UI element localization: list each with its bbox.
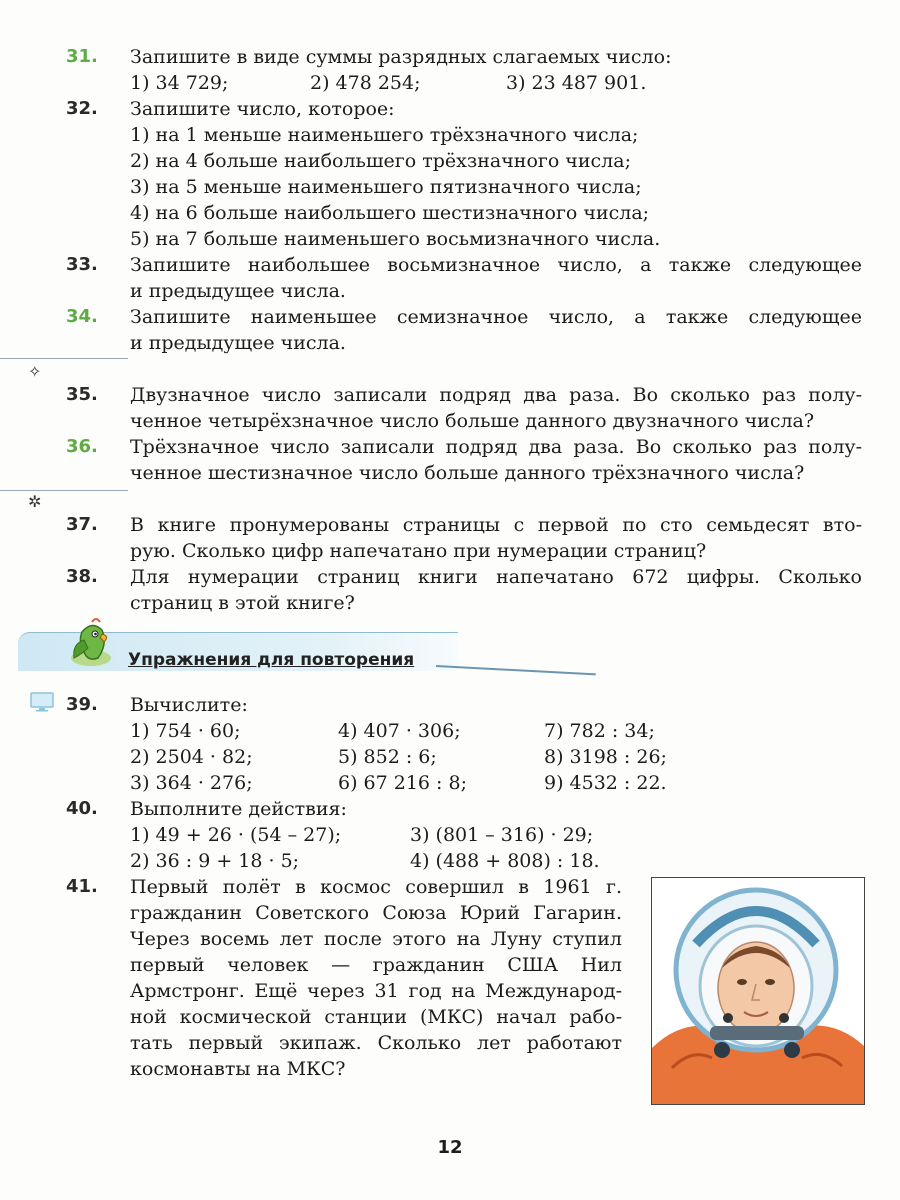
task-item: 2) 36 : 9 + 18 · 5;: [130, 850, 300, 872]
task-number: 31.: [66, 46, 98, 67]
task-text-line: страниц в этой книге?: [130, 592, 355, 614]
task-item: 2) на 4 больше наибольшего трёхзначного числа;: [130, 150, 631, 172]
section-divider: [0, 358, 128, 359]
task-item: 8) 3198 : 26;: [544, 746, 667, 768]
task-36: [66, 434, 862, 486]
task-text: Вычислите:: [130, 694, 248, 716]
task-38: [66, 564, 862, 616]
task-35: [66, 382, 862, 434]
task-item: 1) 34 729;: [130, 72, 229, 94]
task-item: 3) на 5 меньше наименьшего пятизначного числа;: [130, 176, 642, 198]
task-item: 3) 23 487 901.: [506, 72, 647, 94]
task-34: [66, 304, 862, 356]
task-text-line: Трёхзначное число записали подряд два раза. Во сколько раз полу-: [130, 436, 862, 458]
task-text: Выполните действия:: [130, 798, 347, 820]
task-37: [66, 512, 862, 564]
task-item: 4) на 6 больше наибольшего шестизначного числа;: [130, 202, 650, 224]
section-divider: [0, 490, 128, 491]
task-item: 1) 754 · 60;: [130, 720, 241, 742]
task-number: 32.: [66, 98, 98, 119]
task-number: 34.: [66, 306, 98, 327]
task-text-line: гражданин Советского Союза Юрий Гагарин.: [130, 902, 622, 924]
task-text-line: и предыдущее числа.: [130, 280, 346, 302]
task-40: [66, 796, 862, 874]
monitor-icon: [30, 692, 54, 712]
task-number: 39.: [66, 694, 98, 715]
diamond-icon: ✧: [28, 362, 42, 381]
task-text-line: Для нумерации страниц книги напечатано 672 цифры. Сколько: [130, 566, 862, 588]
task-39: [66, 692, 862, 796]
task-31: [66, 44, 862, 96]
task-text-line: космонавты на МКС?: [130, 1058, 346, 1080]
task-text-line: и предыдущее числа.: [130, 332, 346, 354]
task-item: 5) 852 : 6;: [338, 746, 437, 768]
task-number: 36.: [66, 436, 98, 457]
page-number: 12: [437, 1137, 463, 1158]
task-text-line: первый человек — гражданин США Нил: [130, 954, 622, 976]
task-32: [66, 96, 862, 252]
task-item: 4) (488 + 808) : 18.: [410, 850, 600, 872]
task-text-line: Двузначное число записали подряд два раза. Во сколько раз полу-: [130, 384, 862, 406]
task-number: 35.: [66, 384, 98, 405]
task-item: 3) 364 · 276;: [130, 772, 253, 794]
parrot-icon: [62, 614, 120, 672]
task-item: 7) 782 : 34;: [544, 720, 655, 742]
task-item: 2) 478 254;: [310, 72, 421, 94]
task-item: 4) 407 · 306;: [338, 720, 461, 742]
task-item: 5) на 7 больше наименьшего восьмизначного числа.: [130, 228, 661, 250]
task-text-line: ченное четырёхзначное число больше данного двузначного числа?: [130, 410, 815, 432]
task-33: [66, 252, 862, 304]
section-title: Упражнения для повторения: [128, 650, 415, 670]
task-item: 9) 4532 : 22.: [544, 772, 667, 794]
task-text-line: Через восемь лет после этого на Луну ступил: [130, 928, 622, 950]
star-icon: ✲: [28, 492, 42, 511]
task-text-line: ченное шестизначное число больше данного трёхзначного числа?: [130, 462, 805, 484]
cosmonaut-illustration: [651, 877, 865, 1105]
banner-underline: [436, 665, 596, 675]
task-text: Запишите число, которое:: [130, 98, 395, 120]
task-number: 38.: [66, 566, 98, 587]
task-text-line: Запишите наибольшее восьмизначное число, а также следующее: [130, 254, 862, 276]
task-number: 33.: [66, 254, 98, 275]
task-text-line: Армстронг. Ещё через 31 год на Международ-: [130, 980, 622, 1002]
task-text-line: Запишите наименьшее семизначное число, а также следующее: [130, 306, 862, 328]
task-text-line: рую. Сколько цифр напечатано при нумерации страниц?: [130, 540, 707, 562]
task-number: 40.: [66, 798, 98, 819]
task-item: 6) 67 216 : 8;: [338, 772, 467, 794]
task-item: 2) 2504 · 82;: [130, 746, 253, 768]
task-item: 1) на 1 меньше наименьшего трёхзначного числа;: [130, 124, 639, 146]
task-number: 41.: [66, 876, 98, 897]
task-text-line: тать первый экипаж. Сколько лет работают: [130, 1032, 622, 1054]
task-number: 37.: [66, 514, 98, 535]
task-text-line: В книге пронумерованы страницы с первой по сто семьдесят вто-: [130, 514, 862, 536]
task-text: Запишите в виде суммы разрядных слагаемых число:: [130, 46, 672, 68]
task-text-line: ной космической станции (МКС) начал рабо-: [130, 1006, 622, 1028]
task-item: 3) (801 – 316) · 29;: [410, 824, 594, 846]
task-item: 1) 49 + 26 · (54 – 27);: [130, 824, 342, 846]
task-41: [66, 874, 622, 1082]
task-text-line: Первый полёт в космос совершил в 1961 г.: [130, 876, 622, 898]
